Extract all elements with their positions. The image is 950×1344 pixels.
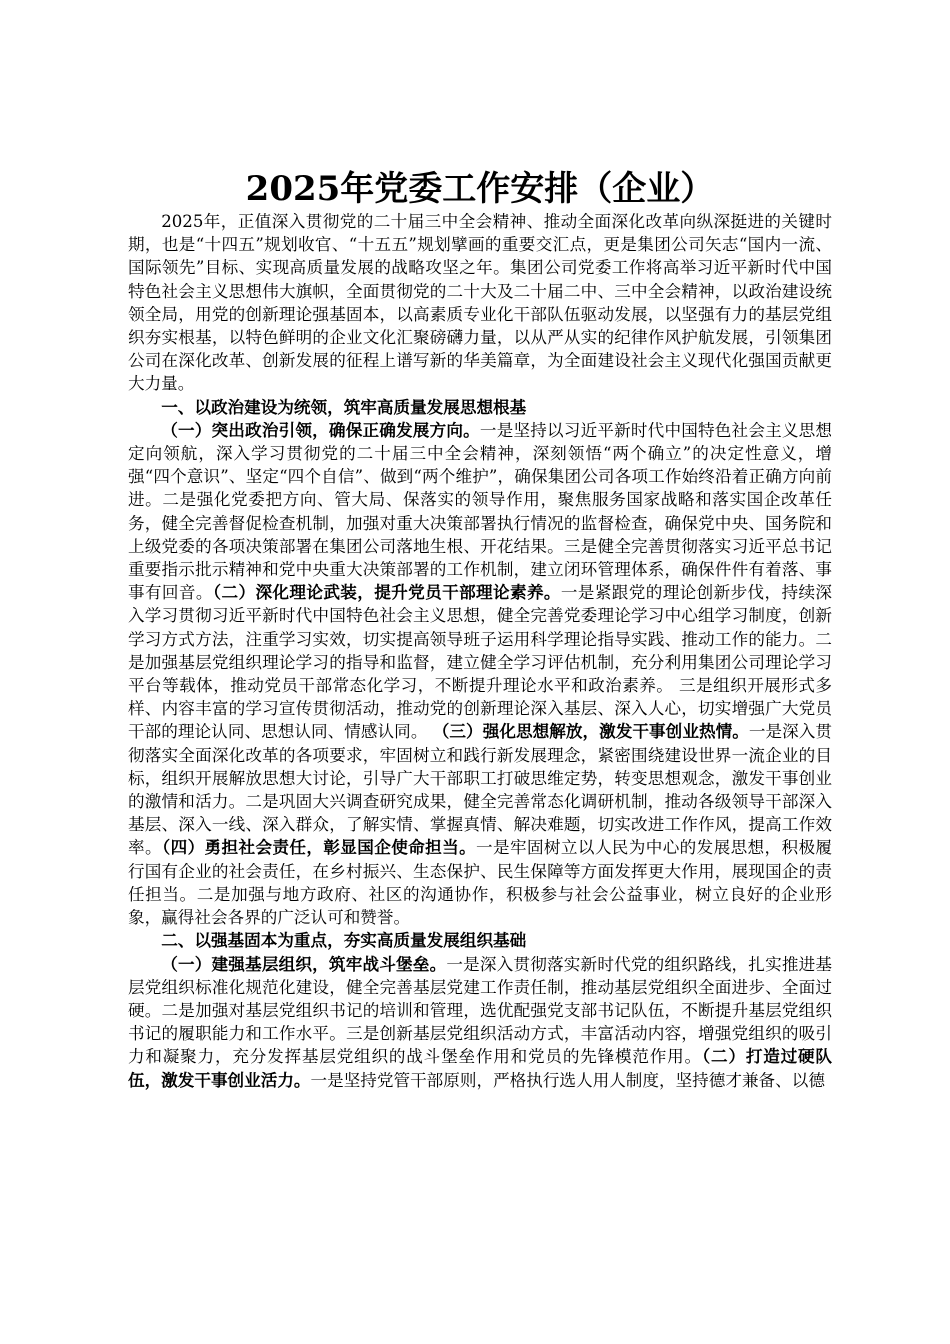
subsection-2-1-title: （一）建强基层组织，筑牢战斗堡垒。: [161, 953, 447, 974]
section-1-heading: 一、以政治建设为统领，筑牢高质量发展思想根基: [161, 396, 527, 417]
section-2-heading: 二、以强基固本为重点，夯实高质量发展组织基础: [161, 930, 527, 951]
subsection-2-2-body: 一是坚持党管干部原则，严格执行选人用人制度，坚持德才兼备、以德: [310, 1070, 825, 1090]
document-page: [128, 168, 832, 1092]
subsection-1-4-title: （四）勇担社会责任，彰显国企使命担当。: [161, 837, 477, 858]
subsection-1-3-body: 一是深入贯彻落实全面深化改革的各项要求，牢固树立和践行新发展理念，紧密围绕建设世界一流企业的目标，组织开展解放思想大讨论，引导广大干部职工打破思维定势，转变思想观念，激发干事创业的激情和活力。二是巩固大兴调查研究成果，健全完善常态化调研机制，推动各级领导干部深入基层、深入一线、深入群众，了解实情、掌握真情、解决难题，切实改进工作作风，提高工作效率。: [128, 722, 833, 858]
subsection-1-1-title: （一）突出政治引领，确保正确发展方向。: [161, 419, 480, 440]
subsection-2-2-title: （二）打造过硬队伍，激发干事创业活力。: [128, 1046, 832, 1090]
subsection-1-1-body: 一是坚持以习近平新时代中国特色社会主义思想定向领航，深入学习贯彻党的二十届三中全会精神，深刻领悟“两个确立”的决定性意义，增强“四个意识”、坚定“四个自信”、做到“两个维护”，确保集团公司各项工作始终沿着正确方向前进。二是强化党委把方向、管大局、保落实的领导作用，聚焦服务国家战略和落实国企改革任务，健全完善督促检查机制，加强对重大决策部署执行情况的监督检查，确保党中央、国务院和上级党委的各项决策部署在集团公司落地生根、开花结果。三是健全完善贯彻落实习近平总书记重要指示批示精神和党中央重大决策部署的工作机制，建立闭环管理体系，确保件件有着落、事事有回音。: [128, 420, 833, 603]
subsection-1-2-body: 一是紧跟党的理论创新步伐，持续深入学习贯彻习近平新时代中国特色社会主义思想，健全完善党委理论学习中心组学习制度，创新学习方式方法，注重学习实效，切实提高领导班子运用科学理论指导实践、推动工作的能力。二是加强基层党组织理论学习的指导和监督，建立健全学习评估机制，充分利用集团公司理论学习平台等载体，推动党员干部常态化学习，不断提升理论水平和政治素养。 三是组织开展形式多样、内容丰富的学习宣传贯彻活动，推动党的创新理论深入基层、深入人心，切实增强广大党员干部的理论认同、思想认同、情感认同。: [128, 583, 833, 742]
section-2-paragraph: [128, 953, 832, 1092]
document-title: 2025年党委工作安排（企业）: [245, 169, 715, 209]
subsection-1-4-body: 一是牢固树立以人民为中心的发展思想，积极履行国有企业的社会责任，在乡村振兴、生态保护、民生保障等方面发挥更大作用，展现国企的责任担当。二是加强与地方政府、社区的沟通协作，积极参与社会公益事业，树立良好的企业形象，赢得社会各界的广泛认可和赞誉。: [128, 838, 833, 928]
subsection-1-3-title: （三）强化思想解放，激发干事创业热情。: [432, 721, 749, 742]
subsection-2-1-body: 一是深入贯彻落实新时代党的组织路线，扎实推进基层党组织标准化规范化建设，健全完善基层党建工作责任制，推动基层党组织全面进步、全面过硬。二是加强对基层党组织书记的培训和管理，选优配强党支部书记队伍，不断提升基层党组织书记的履职能力和工作水平。三是创新基层党组织活动方式，丰富活动内容，增强党组织的吸引力和凝聚力，充分发挥基层党组织的战斗堡垒作用和党员的先锋模范作用。: [128, 954, 832, 1067]
section-1-paragraph: [128, 419, 832, 929]
intro-paragraph: 2025年，正值深入贯彻党的二十届三中全会精神、推动全面深化改革向纵深挺进的关键时期，也是“十四五”规划收官、“十五五”规划擘画的重要交汇点，更是集团公司矢志“国内一流、国际领先”目标、实现高质量发展的战略攻坚之年。集团公司党委工作将高举习近平新时代中国特色社会主义思想伟大旗帜，全面贯彻党的二十大及二十届二中、三中全会精神，以政治建设统领全局，用党的创新理论强基固本，以高素质专业化干部队伍驱动发展，以坚强有力的基层党组织夯实根基，以特色鲜明的企业文化汇聚磅礴力量，以从严从实的纪律作风护航发展，引领集团公司在深化改革、创新发展的征程上谱写新的华美篇章，为全面建设社会主义现代化强国贡献更大力量。: [128, 212, 832, 394]
subsection-1-2-title: （二）深化理论武装，提升党员干部理论素养。: [212, 582, 561, 603]
